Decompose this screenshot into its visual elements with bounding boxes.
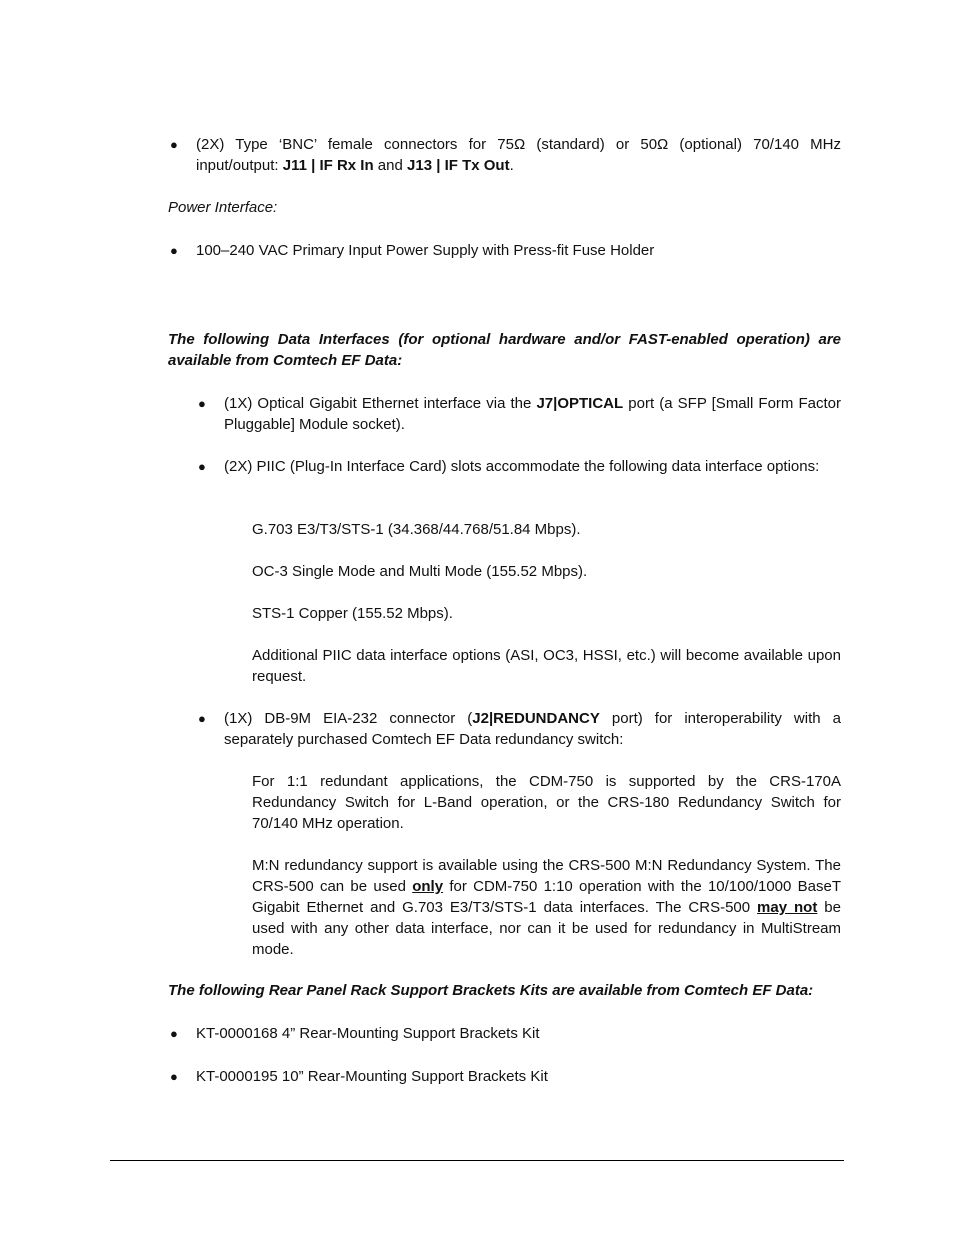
piic-slots-item: (2X) PIIC (Plug-In Interface Card) slots accommodate the following data interface options: — [224, 458, 820, 475]
piic-option-sts1: STS-1 Copper (155.52 Mbps). — [252, 605, 453, 622]
bullet-icon: ● — [198, 711, 206, 726]
bnc-connectors-item — [196, 134, 841, 176]
kit-4in-item: KT-0000168 4” Rear-Mounting Support Brackets Kit — [196, 1025, 540, 1042]
bullet-icon: ● — [170, 1069, 178, 1084]
redundancy-1to1-paragraph: For 1:1 redundant applications, the CDM-750 is supported by the CRS-170A Redundancy Switch for L-Band operation, or the CRS-180 Redundancy Switch for 70/140 MHz operation. — [252, 773, 841, 832]
bnc-and: and — [373, 157, 408, 174]
j2-port-label: J2|REDUNDANCY — [472, 710, 600, 727]
mn-text-a: M:N redundancy support is available using the CRS-500 M:N Redundancy System. The CRS-500 can be used — [252, 857, 841, 895]
j13-port-label: J13 | IF Tx Out — [407, 157, 510, 174]
db9-text-post: port) for interoperability with a separately purchased Comtech EF Data redundancy switch: — [224, 710, 841, 748]
db9-text: (1X) DB-9M EIA-232 connector ( — [224, 710, 473, 727]
bullet-icon: ● — [198, 459, 206, 474]
db9-connector-item — [224, 708, 841, 750]
footer-divider — [110, 1160, 844, 1161]
rack-kits-heading: The following Rear Panel Rack Support Brackets Kits are available from Comtech EF Data: — [168, 982, 814, 999]
mn-text-b: for CDM-750 1:10 operation with the 10/100/1000 BaseT Gigabit Ethernet and G.703 E3/T3/STS-1 data interfaces. The CRS-500 — [252, 878, 841, 916]
j11-port-label: J11 | IF Rx In — [282, 157, 374, 174]
bullet-icon: ● — [170, 1026, 178, 1041]
power-interface-heading: Power Interface: — [168, 199, 278, 216]
bullet-icon: ● — [170, 243, 178, 258]
piic-option-oc3: OC-3 Single Mode and Multi Mode (155.52 Mbps). — [252, 563, 588, 580]
bullet-icon: ● — [198, 396, 206, 411]
piic-option-additional: Additional PIIC data interface options (ASI, OC3, HSSI, etc.) will become available upon request. — [252, 647, 841, 685]
bnc-end: . — [509, 157, 514, 174]
bnc-text: (2X) Type ‘BNC’ female connectors for 75Ω (standard) or 50Ω (optional) 70/140 MHz input/output: — [196, 136, 841, 174]
only-emphasis: only — [412, 878, 444, 895]
optical-ethernet-item — [224, 393, 841, 435]
optical-text: (1X) Optical Gigabit Ethernet interface via the — [224, 395, 537, 412]
kit-10in-item: KT-0000195 10” Rear-Mounting Support Brackets Kit — [196, 1068, 548, 1085]
bullet-icon: ● — [170, 137, 178, 152]
may-not-emphasis: may not — [757, 899, 818, 916]
data-interfaces-heading: The following Data Interfaces (for optional hardware and/or FAST-enabled operation) are available from Comtech EF Data: — [168, 331, 841, 369]
piic-option-g703: G.703 E3/T3/STS-1 (34.368/44.768/51.84 Mbps). — [252, 521, 581, 538]
mn-text-c: be used with any other data interface, nor can it be used for redundancy in MultiStream mode. — [252, 899, 841, 958]
power-supply-item: 100–240 VAC Primary Input Power Supply with Press-fit Fuse Holder — [196, 242, 655, 259]
j7-port-label: J7|OPTICAL — [536, 395, 624, 412]
redundancy-mn-paragraph — [252, 855, 841, 960]
optical-text-post: port (a SFP [Small Form Factor Pluggable] Module socket). — [224, 395, 842, 433]
